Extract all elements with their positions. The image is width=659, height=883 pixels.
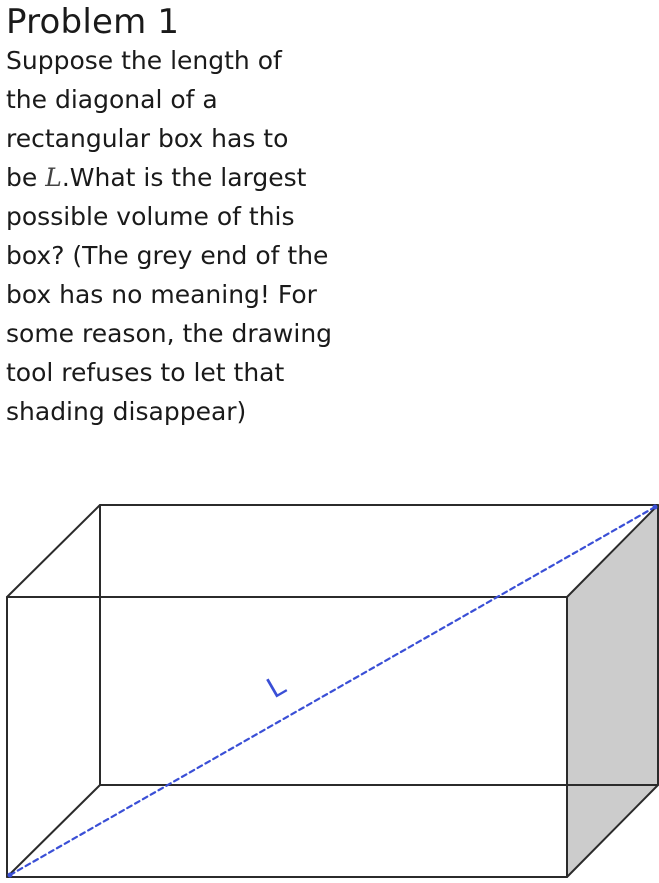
statement-line <box>6 158 386 197</box>
statement-line: tool refuses to let that <box>6 358 285 387</box>
statement-text: be <box>6 163 46 192</box>
statement-line: the diagonal of a <box>6 85 218 114</box>
connecting-edge <box>7 505 100 597</box>
statement-text: .What is the largest <box>61 163 307 192</box>
space-diagonal <box>10 507 655 875</box>
statement-line: box has no meaning! For <box>6 280 317 309</box>
shaded-end-face <box>567 505 658 877</box>
diagonal-endpoint <box>653 505 658 510</box>
statement-line: rectangular box has to <box>6 124 289 153</box>
statement-line: box? (The grey end of the <box>6 241 329 270</box>
front-face <box>7 597 567 877</box>
statement-line: possible volume of this <box>6 202 295 231</box>
box-diagram <box>0 490 659 883</box>
statement-line: some reason, the drawing <box>6 319 333 348</box>
statement-line: Suppose the length of <box>6 46 282 75</box>
connecting-edge <box>7 785 100 877</box>
diagonal-variable: L <box>45 163 62 192</box>
diagonal-endpoint <box>8 873 13 878</box>
box-figure <box>0 490 659 883</box>
diagonal-label: L <box>261 668 292 705</box>
problem-statement <box>6 41 386 431</box>
statement-line: shading disappear) <box>6 397 247 426</box>
problem-title: Problem 1 <box>6 2 180 42</box>
